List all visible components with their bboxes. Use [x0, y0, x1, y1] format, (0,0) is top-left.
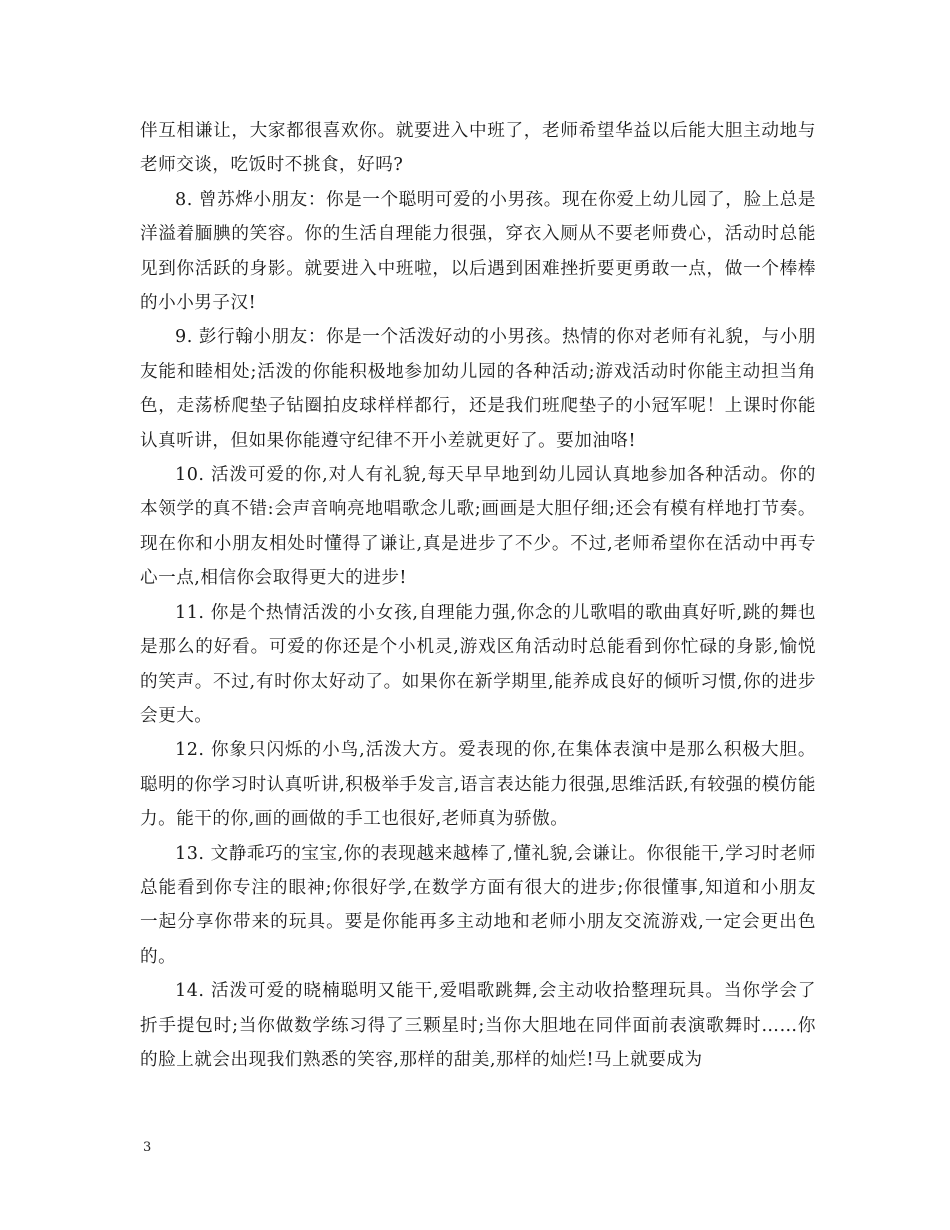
paragraph-5: 11. 你是个热情活泼的小女孩,自理能力强,你念的儿歌唱的歌曲真好听,跳的舞也是那么的好看。可爱的你还是个小机灵,游戏区角活动时总能看到你忙碌的身影,愉悦的笑声。不过,有时你太好动了。如果你在新学期里,能养成良好的倾听习惯,你的进步会更大。 [140, 602, 816, 726]
body-text [140, 114, 816, 1077]
paragraph-6: 12. 你象只闪烁的小鸟,活泼大方。爱表现的你,在集体表演中是那么积极大胆。聪明的你学习时认真听讲,积极举手发言,语言表达能力很强,思维活跃,有较强的模仿能力。能干的你,画的画做的手工也很好,老师真为骄傲。 [140, 740, 816, 830]
paragraph-7: 13. 文静乖巧的宝宝,你的表现越来越棒了,懂礼貌,会谦让。你很能干,学习时老师总能看到你专注的眼神;你很好学,在数学方面有很大的进步;你很懂事,知道和小朋友一起分享你带来的玩具。要是你能再多主动地和老师小朋友交流游戏,一定会更出色的。 [140, 843, 816, 967]
paragraph-4: 10. 活泼可爱的你,对人有礼貌,每天早早地到幼儿园认真地参加各种活动。你的本领学的真不错:会声音响亮地唱歌念儿歌;画画是大胆仔细;还会有模有样地打节奏。现在你和小朋友相处时懂得了谦让,真是进步了不少。不过,老师希望你在活动中再专心一点,相信你会取得更大的进步! [140, 465, 816, 589]
paragraph-1: 伴互相谦让，大家都很喜欢你。就要进入中班了，老师希望华益以后能大胆主动地与老师交谈，吃饭时不挑食，好吗? [140, 121, 816, 176]
paragraph-8: 14. 活泼可爱的晓楠聪明又能干,爱唱歌跳舞,会主动收拾整理玩具。当你学会了折手提包时;当你做数学练习得了三颗星时;当你大胆地在同伴面前表演歌舞时……你的脸上就会出现我们熟悉的笑容,那样的甜美,那样的灿烂!马上就要成为 [140, 981, 816, 1070]
page-number: 3 [143, 1140, 152, 1155]
paragraph-2: 8. 曾苏烨小朋友：你是一个聪明可爱的小男孩。现在你爱上幼儿园了，脸上总是洋溢着腼腆的笑容。你的生活自理能力很强，穿衣入厕从不要老师费心，活动时总能见到你活跃的身影。就要进入中班啦，以后遇到困难挫折要更勇敢一点，做一个棒棒的小小男子汉! [140, 189, 816, 314]
paragraph-3: 9. 彭行翰小朋友：你是一个活泼好动的小男孩。热情的你对老师有礼貌，与小朋友能和睦相处;活泼的你能积极地参加幼儿园的各种活动;游戏活动时你能主动担当角色，走荡桥爬垫子钻圈拍皮球样样都行，还是我们班爬垫子的小冠军呢！上课时你能认真听讲，但如果你能遵守纪律不开小差就更好了。要加油咯! [140, 327, 816, 451]
